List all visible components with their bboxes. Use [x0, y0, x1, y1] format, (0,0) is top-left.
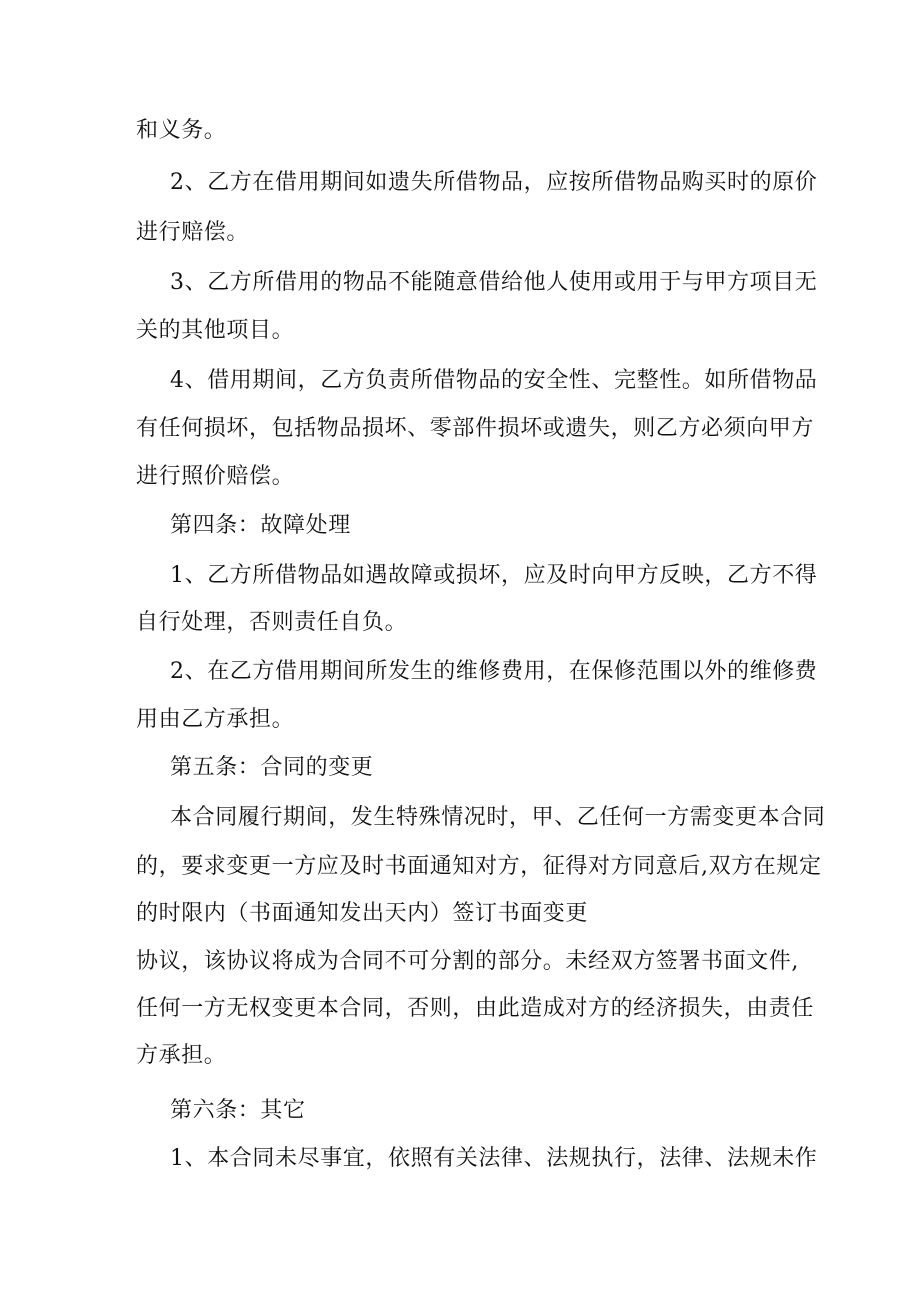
text-line: 4、借用期间，乙方负责所借物品的安全性、完整性。如所借物品: [170, 368, 818, 393]
section-heading: 第四条：故障处理: [170, 513, 351, 538]
text-line: 自行处理，否则责任自负。: [136, 610, 408, 635]
section-heading: 第六条：其它: [170, 1098, 306, 1123]
text-line: 有任何损坏，包括物品损坏、零部件损坏或遗失，则乙方必须向甲方: [136, 416, 815, 441]
text-line: 进行照价赔偿。: [136, 464, 295, 489]
text-line: 本合同履行期间，发生特殊情况时，甲、乙任何一方需变更本合同: [170, 805, 826, 830]
text-line: 用由乙方承担。: [136, 707, 295, 732]
text-line: 1、乙方所借物品如遇故障或损坏，应及时向甲方反映，乙方不得: [170, 563, 818, 588]
text-line: 关的其他项目。: [136, 318, 295, 343]
text-line: 1、本合同未尽事宜，依照有关法律、法规执行，法律、法规未作: [170, 1146, 818, 1171]
text-line: 方承担。: [136, 1043, 227, 1068]
text-line: 3、乙方所借用的物品不能随意借给他人使用或用于与甲方项目无: [170, 270, 818, 295]
text-line: 2、乙方在借用期间如遗失所借物品，应按所借物品购买时的原价: [170, 170, 818, 195]
section-heading: 第五条：合同的变更: [170, 755, 374, 780]
text-line: 任何一方无权变更本合同，否则，由此造成对方的经济损失，由责任: [136, 996, 815, 1021]
text-line: 进行赔偿。: [136, 220, 250, 245]
text-line: 和义务。: [136, 118, 227, 143]
text-line: 2、在乙方借用期间所发生的维修费用，在保修范围以外的维修费: [170, 659, 818, 684]
text-line: 的，要求变更一方应及时书面通知对方，征得对方同意后,双方在规定: [136, 854, 822, 879]
text-line: 协议，该协议将成为合同不可分割的部分。未经双方签署书面文件,: [136, 949, 799, 974]
text-line: 的时限内（书面通知发出天内）签订书面变更: [136, 901, 589, 926]
